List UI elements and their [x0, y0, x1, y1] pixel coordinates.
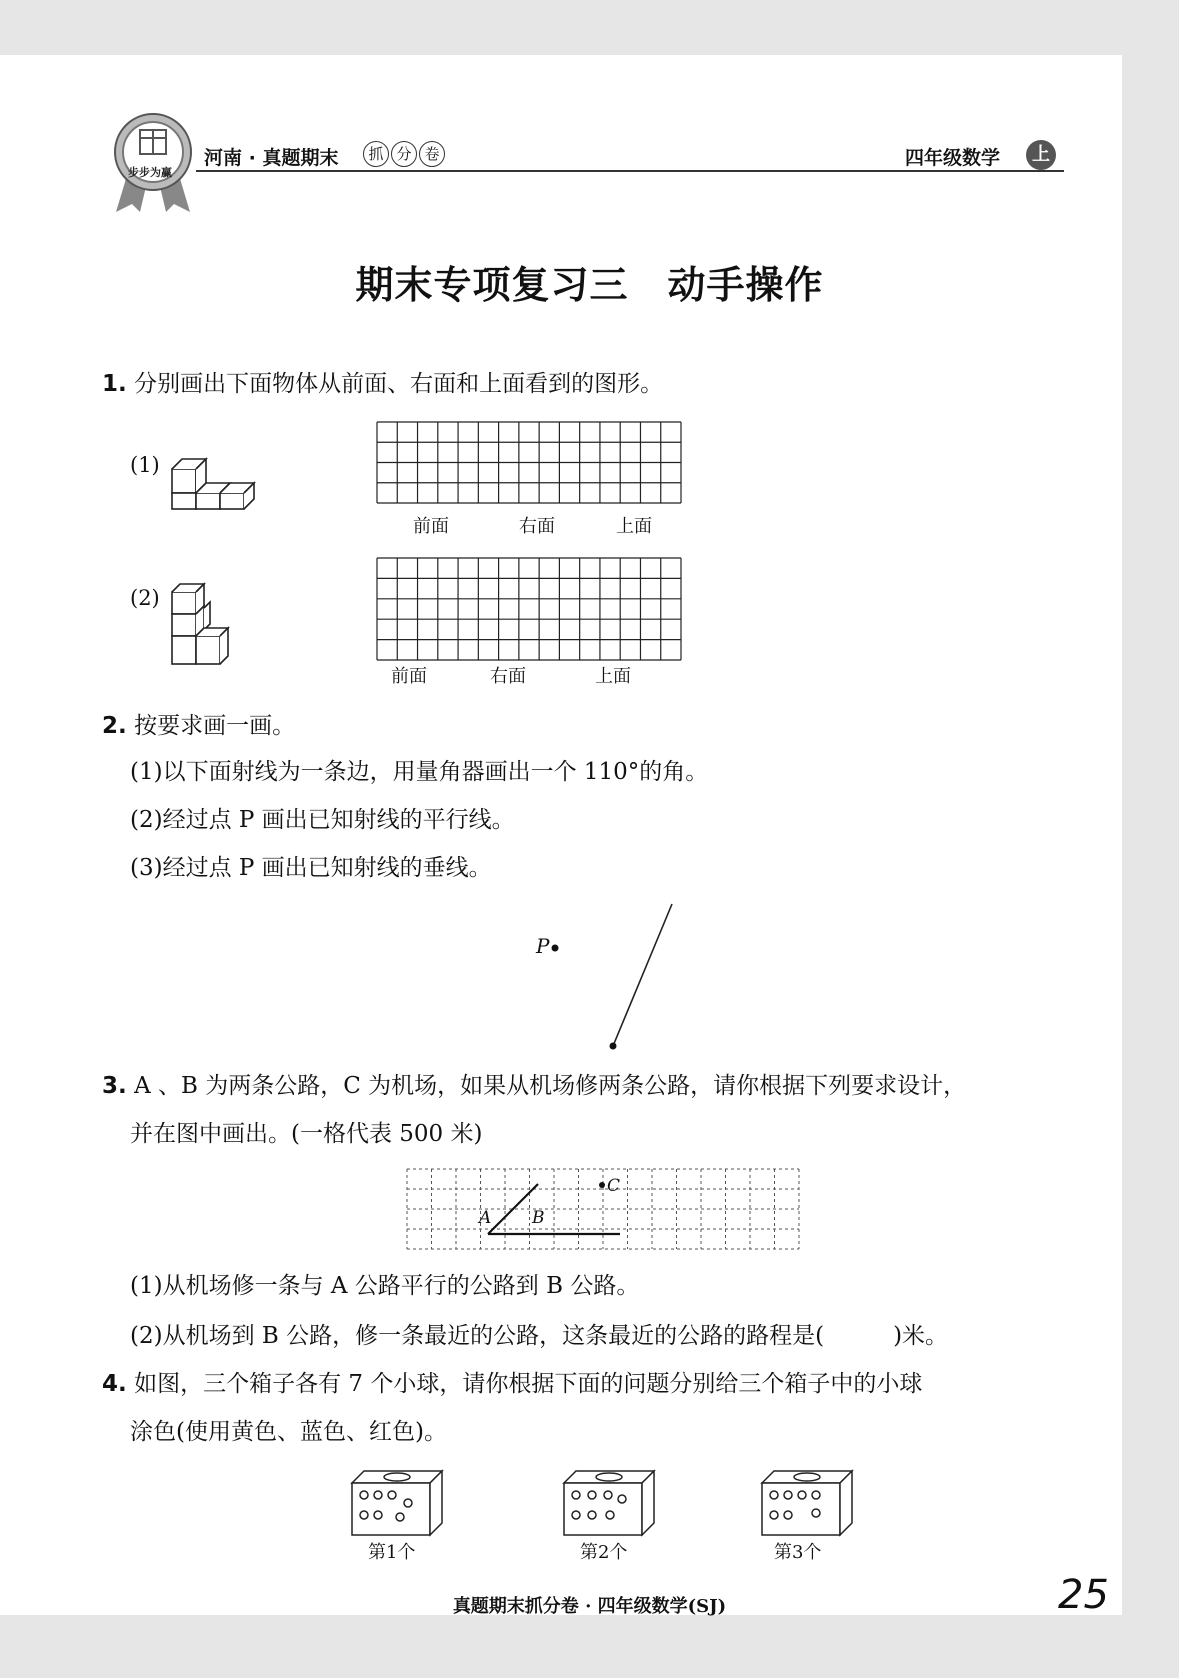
- page-number: 25: [1058, 1572, 1109, 1618]
- footer-text: 真题期末抓分卷 · 四年级数学(SJ): [452, 1596, 727, 1617]
- q1-part1-label: (1): [130, 453, 160, 477]
- q1-grid2-label-front: 前面: [391, 666, 427, 687]
- q3-prompt-line1: [102, 1072, 966, 1100]
- q2-number: 2.: [102, 713, 127, 739]
- q2-text: 按要求画一画。: [134, 713, 296, 739]
- ball-box-3[interactable]: [760, 1467, 856, 1537]
- q1-grid1-label-right: 右面: [519, 516, 555, 537]
- publisher-logo: [108, 112, 198, 212]
- q1-cube-figure-2: [170, 580, 240, 670]
- road-a-label: A: [479, 1208, 492, 1228]
- q1-grid1-label-top: 上面: [616, 516, 652, 537]
- q1-number: 1.: [102, 371, 127, 397]
- header-left-prefix: 河南 · 真题期末: [204, 147, 339, 169]
- page-title: 期末专项复习三 动手操作: [355, 263, 824, 307]
- header-badge: 分: [391, 141, 417, 167]
- q1-grid2-label-right: 右面: [490, 666, 526, 687]
- q3-item-1: (1)从机场修一条与 A 公路平行的公路到 B 公路。: [130, 1273, 640, 1299]
- q4-text-line1: 如图，三个箱子各有 7 个小球，请你根据下面的问题分别给三个箱子中的小球: [134, 1371, 923, 1397]
- box-1-label: 第1个: [368, 1542, 416, 1563]
- header-right-text: 四年级数学: [905, 147, 1001, 169]
- header-badges: [363, 141, 445, 167]
- q1-prompt: [102, 370, 663, 398]
- box-3-label: 第3个: [774, 1542, 822, 1563]
- q1-grid-1[interactable]: [376, 421, 682, 505]
- airport-c: [599, 1182, 605, 1188]
- q3-text-line2: 并在图中画出。(一格代表 500 米): [130, 1121, 483, 1147]
- q1-text: 分别画出下面物体从前面、右面和上面看到的图形。: [134, 371, 664, 397]
- q3-number: 3.: [102, 1073, 127, 1099]
- q1-part2-label: (2): [130, 586, 160, 610]
- q1-grid2-label-top: 上面: [595, 666, 631, 687]
- point-p: [552, 945, 559, 952]
- q1-cube-figure-1: [170, 445, 270, 510]
- logo-text: 步步为赢: [128, 166, 172, 179]
- road-b-label: B: [532, 1208, 545, 1228]
- q4-text-line2: 涂色(使用黄色、蓝色、红色)。: [130, 1419, 447, 1445]
- point-p-label: P: [536, 934, 550, 958]
- q2-item-1: (1)以下面射线为一条边，用量角器画出一个 110°的角。: [130, 759, 709, 785]
- q4-number: 4.: [102, 1371, 127, 1397]
- q4-prompt-line1: [102, 1370, 922, 1398]
- q3-text-line1: A 、B 为两条公路，C 为机场，如果从机场修两条公路，请你根据下列要求设计，: [134, 1073, 967, 1099]
- q2-item-3: (3)经过点 P 画出已知射线的垂线。: [130, 855, 492, 881]
- q1-grid-2[interactable]: [376, 557, 682, 661]
- airport-c-label: C: [607, 1176, 621, 1196]
- header-rule: [196, 170, 1064, 172]
- q2-ray-figure[interactable]: [530, 900, 680, 1050]
- q3-grid-map[interactable]: [406, 1168, 802, 1252]
- q3-item-2: (2)从机场到 B 公路，修一条最近的公路，这条最近的公路的路程是( )米。: [130, 1323, 949, 1349]
- box-2-label: 第2个: [580, 1542, 628, 1563]
- ray-endpoint: [610, 1043, 617, 1050]
- header-right-badge: 上: [1026, 140, 1056, 170]
- ray-line: [613, 904, 672, 1046]
- header-badge: 卷: [419, 141, 445, 167]
- ball-box-1[interactable]: [350, 1467, 446, 1537]
- ball-box-2[interactable]: [562, 1467, 658, 1537]
- q2-item-2: (2)经过点 P 画出已知射线的平行线。: [130, 807, 515, 833]
- header-badge: 抓: [363, 141, 389, 167]
- road-a: [488, 1184, 538, 1234]
- q2-prompt: [102, 712, 295, 740]
- q1-grid1-label-front: 前面: [413, 516, 449, 537]
